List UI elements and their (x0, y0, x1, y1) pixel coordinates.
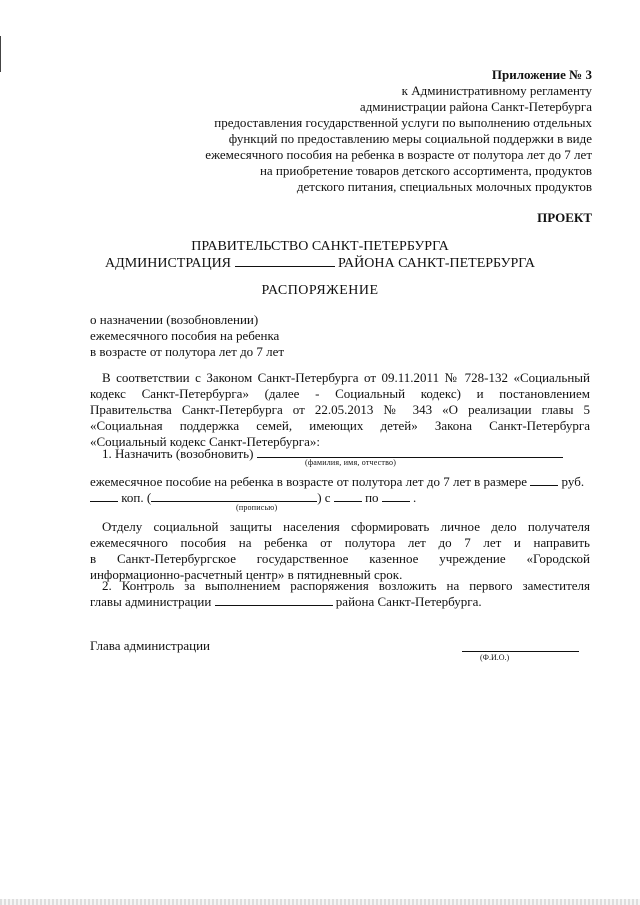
project-label: ПРОЕКТ (537, 210, 592, 225)
signature-line (462, 651, 579, 652)
item-1-label: 1. Назначить (возобновить) (102, 446, 254, 461)
annex-block (205, 67, 592, 195)
rub-blank (530, 474, 558, 486)
preamble-line: В соответствии с Законом Санкт-Петербурга от 09.11.2011 № 728-132 «Социальный (102, 370, 590, 385)
annex-title: Приложение № 3 (491, 67, 592, 82)
amount-words-hint: (прописью) (236, 503, 278, 512)
deputy-label: главы администрации (90, 594, 212, 609)
to-label: по (365, 490, 379, 505)
subject-line: в возрасте от полутора лет до 7 лет (90, 344, 285, 359)
administration-label: АДМИНИСТРАЦИЯ (105, 256, 232, 271)
preamble-line: «Социальная поддержка семей, имеющих детей» Закона Санкт-Петербурга (90, 418, 590, 433)
preamble-paragraph (90, 370, 590, 450)
government-line: ПРАВИТЕЛЬСТВО САНКТ-ПЕТЕРБУРГА (191, 239, 449, 254)
department-line: Отделу социальной защиты населения сформировать личное дело получателя (102, 519, 590, 534)
from-label: ) с (317, 490, 331, 505)
signature-name-hint: (Ф.И.О.) (480, 653, 510, 662)
government-header (0, 238, 640, 272)
deputy-district-blank (215, 594, 333, 606)
district-suffix: РАЙОНА САНКТ-ПЕТЕРБУРГА (338, 256, 535, 271)
order-title: РАСПОРЯЖЕНИЕ (261, 283, 379, 298)
benefit-text: ежемесячное пособие на ребенка в возрасте от полутора лет до 7 лет в размере (90, 474, 528, 489)
recipient-name-hint: (фамилия, имя, отчество) (305, 458, 397, 467)
annex-line: на приобретение товаров детского ассортимента, продуктов (259, 163, 592, 178)
department-line: ежемесячного пособия на ребенка от полутора лет до 7 лет и направить (90, 535, 590, 550)
from-date-blank (334, 490, 362, 502)
kop-label: коп. ( (121, 490, 152, 505)
item-2-paragraph (90, 578, 590, 610)
department-paragraph (90, 519, 590, 583)
rub-label: руб. (561, 474, 585, 489)
annex-line: ежемесячного пособия на ребенка в возрасте от полутора лет до 7 лет (205, 147, 592, 162)
amount-words-blank (151, 490, 317, 502)
scan-bottom-edge (0, 899, 640, 905)
annex-line: администрации района Санкт-Петербурга (359, 99, 592, 114)
deputy-suffix: района Санкт-Петербурга. (335, 594, 482, 609)
item-2-line: 2. Контроль за выполнением распоряжения возложить на первого заместителя (102, 578, 590, 593)
annex-line: предоставления государственной услуги по выполнению отдельных (214, 115, 592, 130)
to-date-blank (382, 490, 410, 502)
district-blank (235, 255, 335, 267)
benefit-period-line (90, 490, 590, 506)
annex-line: к Административному регламенту (401, 83, 592, 98)
benefit-amount-line (90, 474, 600, 490)
kop-blank (90, 490, 118, 502)
annex-line: детского питания, специальных молочных продуктов (296, 179, 592, 194)
period-dot: . (413, 490, 417, 505)
preamble-line: Правительства Санкт-Петербурга от 22.05.2013 № 343 «О реализации главы 5 (90, 402, 590, 417)
preamble-line: «Социальный кодекс Санкт-Петербурга»: (90, 434, 320, 449)
item-2-line (90, 594, 590, 610)
subject-line: о назначении (возобновлении) (90, 312, 259, 327)
order-subject (90, 312, 284, 360)
annex-line: функций по предоставлению меры социальной поддержки в виде (228, 131, 592, 146)
preamble-line: кодекс Санкт-Петербурга» (далее - Социальный кодекс) и постановлением (90, 386, 590, 401)
administration-line (0, 255, 640, 272)
subject-line: ежемесячного пособия на ребенка (90, 328, 280, 343)
scan-edge-mark (0, 36, 1, 72)
recipient-name-blank (257, 446, 563, 458)
department-line: в Санкт-Петербургское государственное казенное учреждение «Городской (90, 551, 590, 566)
department-line: информационно-расчетный центр» в пятидневный срок. (90, 567, 403, 582)
head-of-administration-label: Глава администрации (90, 638, 211, 653)
